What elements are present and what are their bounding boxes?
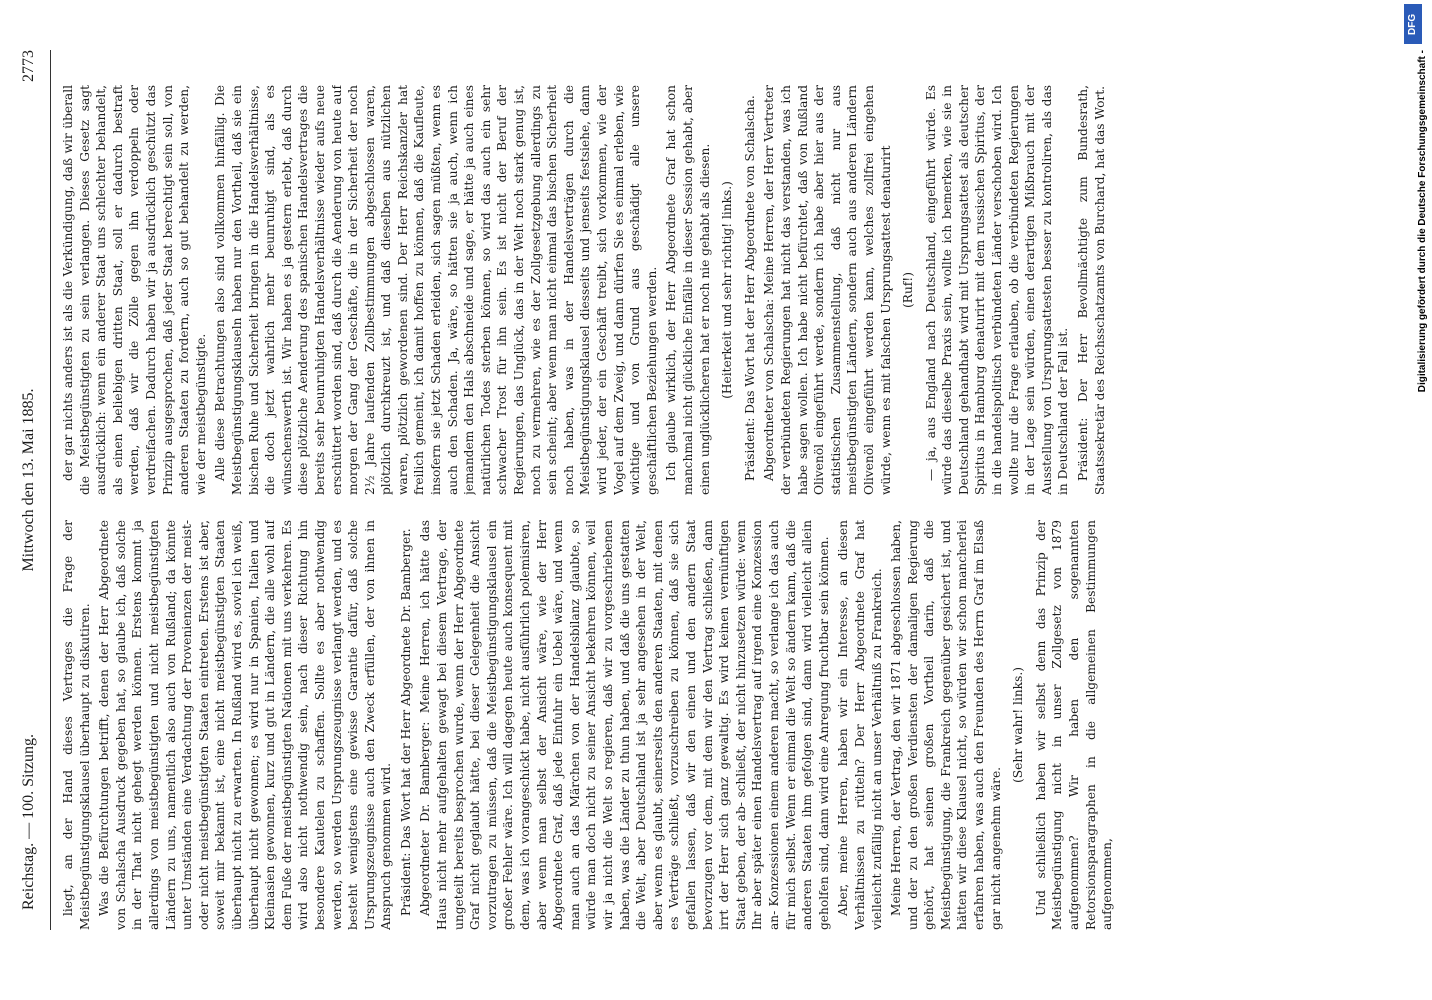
- paragraph: Ich glaube wirklich, der Herr Abgeordnete Graf hat schon manchmal nicht glückliche Einfälle in dieser Session gehabt, aber einen unglücklicheren hat er noch nie gehabt als diesen.: [664, 85, 712, 495]
- page-number: 2773: [20, 50, 37, 82]
- header-rule: [50, 50, 51, 930]
- paragraph: — ja, aus England nach Deutschland, eingeführt würde. Es würde das dieselbe Praxis sein, wollte ich bemerken, wie sie in Deutschland gehandhabt wird mit Ursprungsattest als deutscher Spiritus in Hamburg denaturirt mit dem russischen Spiritus, der in die handelspolitisch verbündeten Länder verschoben wird. Ich wollte nur die Frage erlauben, ob die verbündeten Regierungen in der Lage sein würden, einen derartigen Mißbrauch mit der Ausstellung von Ursprungsattesten besser zu kontroliren, als das in Deutschland der Fall ist.: [923, 85, 1071, 495]
- paragraph: Präsident: Das Wort hat der Herr Abgeordnete von Schalscha.: [742, 95, 757, 481]
- paragraph: Aber, meine Herren, haben wir ein Interesse, an diesen Verhältnissen zu rütteln? Der Herr Abgeordnete Graf hat vielleicht zufällig nicht an unser Verhältniß zu Frankreich.: [836, 520, 884, 930]
- interjection: (Heiterkeit und sehr richtig! links.): [720, 181, 735, 399]
- paragraph: der gar nichts anders ist als die Verkündigung, daß wir überall die Meistbegünstigten zu sein verlangen. Dieses Gesetz sagt ausdrücklich: wenn ein anderer Staat uns schlechter behandelt, als einen beliebigen dritten Staat, soll er dadurch bestraft werden, daß wir die Zölle gegen ihn verdoppeln oder verdreifachen. Dadurch haben wir ja ausdrücklich geschützt das Prinzip ausgesprochen, daß jeder Staat berechtigt sein soll, von anderen Staaten zu fordern, auch so gut behandelt zu werden, wie der meistbegünstigte.: [61, 85, 208, 495]
- paragraph: Präsident: Das Wort hat der Herr Abgeordnete Dr. Bamberger.: [398, 528, 413, 916]
- paragraph: liegt, an der Hand dieses Vertrages die Frage der Meistbegünstigungsklausel überhaupt zu diskutiren.: [61, 520, 92, 930]
- paragraph: Abgeordneter Dr. Bamberger: Meine Herren, ich hätte das Haus nicht mehr aufgehalten gewagt bei diesem Vertrage, der ungeteilt bereits besprochen wurde, wenn der Herr Abgeordnete Graf nicht geglaubt hätte, bei dieser Gelegenheit die Ansicht vorzutragen zu müssen, daß die Meistbegünstigungsklausel ein großer Fehler wäre. Ich will dagegen heute auch konsequent mit dem, was ich vorangeschickt habe, nicht ausführlich polemisiren, aber wenn man selbst der Ansicht wäre, wie der Herr Abgeordnete Graf, daß jede Einfuhr ein Uebel wäre, und wenn man auch an das Märchen von der Handelsbilanz glaubte, so würde man doch nicht zu seiner Ansicht bekehren können, weil wir ja nicht die Welt so regieren, daß wir zu vorgeschriebenen haben, was die Länder zu thun haben, und daß die uns gestatten die Welt, aber Deutschland ist ja sehr angesehen in der Welt, aber wenn es glaubt, seinerseits den anderen Staaten, mit denen es Verträge schließt, vorzuschreiben zu können, daß sie sich gefallen lassen, daß wir den einen und den andern Staat bevorzugen vor dem, mit dem wir den Vertrag schließen, dann irrt der Herr sich ganz gewaltig. Es wird keinen vernünftigen Staat geben, der ab- schließt, der nicht hinzusetzen würde: wenn Ihr aber später einen Handelsvertrag auf irgend eine Konzession an- Konzessionen einem anderen macht, so verlange ich das auch für mich selbst. Wenn er einmal die Welt so ändern kann, daß die anderen Staaten ihm gefolgen sind, dann wird vielleicht allein geholfen sind, dann wird eine Anregung fruchtbar sein können.: [418, 520, 831, 930]
- dfg-logo: DFG: [1404, 4, 1422, 44]
- interjection: (Ruf!): [901, 272, 916, 308]
- paragraph: Abgeordneter von Schalscha: Meine Herren, der Herr Vertreter der verbündeten Regierungen hat nicht das verstanden, was ich habe sagen wollen. Ich habe nicht befürchtet, daß von Rußland Olivenöl eingeführt werde, sondern ich habe aber hier aus der statistischen Zusammenstellung, daß nicht nur aus meistbegünstigten Ländern, sondern auch aus anderen Ländern Olivenöl eingeführt werden kann, welches zollfrei eingehen würde, wenn es mit falschen Ursprungsattest denaturirt: [762, 85, 893, 495]
- header-session: Reichstag. — 100. Sitzung.: [20, 734, 37, 910]
- right-column: [60, 85, 1410, 495]
- paragraph: Präsident: Der Herr Bevollmächtigte zum Bundesrath, Staatssekretär des Reichsschatzamts von Burchard, hat das Wort.: [1076, 85, 1107, 495]
- paragraph: Was die Befürchtungen betrifft, denen der Herr Abgeordnete von Schalscha Ausdruck gegeben hat, so glaube ich, daß solche in der That nicht gehegt werden können. Erstens kommt ja allerdings von meistbegünstigten und nicht meistbegünstigten Ländern zu uns, namentlich also auch von Rußland; da könnte unter Umständen eine Verdachtung der Provenienzen der meist- oder nicht meistbegünstigten Staaten eintreten. Erstens ist aber, soweit mir bekannt ist, eine nicht meistbegünstigten Staaten überhaupt nicht zu erwarten. In Rußland wird es, soviel ich weiß, überhaupt nicht gewonnen; es wird nur in Spanien, Italien und Kleinasien gewonnen, kurz und gut in Ländern, die alle wohl auf dem Fuße der meistbegünstigten Nationen mit uns verkehren. Es wird also nicht nothwendig sein, nach dieser Richtung hin besondere Kautelen zu schaffen. Sollte es aber nothwendig werden, so werden Ursprungszeugnisse verlangt werden, und es besteht wenigstens eine gewisse Garantie dafür, daß solche Ursprungszeugnisse auch den Zweck erfüllen, der von ihnen in Anspruch genommen wird.: [97, 520, 394, 930]
- page-header: [20, 50, 44, 910]
- left-column: [60, 520, 1240, 930]
- interjection: (Sehr wahr! links.): [1011, 667, 1026, 783]
- paragraph: Alle diese Betrachtungen also sind vollkommen hinfällig. Die Meistbegünstigungsklauseln haben nur den Vortheil, daß sie ein bischen Ruhe und Sicherheit bringen in die Handelsverhältnisse, die doch jetzt wahrlich mehr beunruhigt sind, als es wünschenswerth ist. Wir haben es ja gestern erlebt, daß durch diese plötzliche Aenderung des spanischen Handelsvertrages die bereits sehr beunruhigten Handelsverhältnisse wieder aufs neue erschüttert worden sind, daß durch die Aenderung von heute auf morgen der Gang der Geschäfte, die in der Sicherheit der noch 2½ Jahre laufenden Zollbestimmungen abgeschlossen waren, plötzlich durchkreuzt ist, und daß dieselben aus nützlichen waren, plötzlich gewordenen sind. Der Herr Reichskanzler hat freilich gemeint, ich damit hoffen zu können, daß die Kaufleute, insofern sie jetzt Schaden erleiden, sich sagen müßten, wenn es auch den Schaden. Ja, wäre, so hätten sie ja auch, wenn ich jemandem den Hals abschneide und sage, er hätte ja auch eines natürlichen Todes sterben können, so wird das auch ein sehr schwacher Trost für ihn sein. Es ist nicht der Beruf der Regierungen, das Unglück, das in der Welt noch stark genug ist, noch zu vermehren, wie es der Zollgesetzgebung allerdings zu sein scheint; aber wenn man nicht einmal das bischen Sicherheit noch haben, was in der Handelsverträgen durch die Meistbegünstigungsklausel diesseits und jenseits festsiehe, dann wird jeder, der ein Geschäft treibt, sich vorkommen, wie der Vogel auf dem Zweig, und dann dürfen Sie es einmal erleben, wie wichtige und von Grund aus geschädigt alle unsere geschäftlichen Beziehungen werden.: [213, 85, 659, 495]
- header-date: Mittwoch den 13. Mai 1885.: [20, 388, 37, 572]
- paragraph: Und schließlich haben wir selbst denn das Prinzip der Meistbegünstigung nicht in unser Zollgesetz von 1879 aufgenommen? Wir haben den sogenannten Retorsionsparagraphen in die allgemeinen Bestimmungen aufgenommen,: [1033, 520, 1115, 930]
- digitization-credit: Digitalisierung gefördert durch die Deutsche Forschungsgemeinschaft -: [1417, 50, 1428, 393]
- paragraph: Meine Herren, der Vertrag, den wir 1871 abgeschlossen haben, und der zu den großen Verdiensten der damaligen Regierung gehört, hat seinen großen Vortheil darin, daß die Meistbegünstigung, die Frankreich gegenüber gesichert ist, und hätten wir diese Klausel nicht, so würden wir schon mancherlei erfahren haben, was auch den Freunden des Herrn Graf im Elsaß gar nicht angenehm wäre.: [889, 520, 1003, 930]
